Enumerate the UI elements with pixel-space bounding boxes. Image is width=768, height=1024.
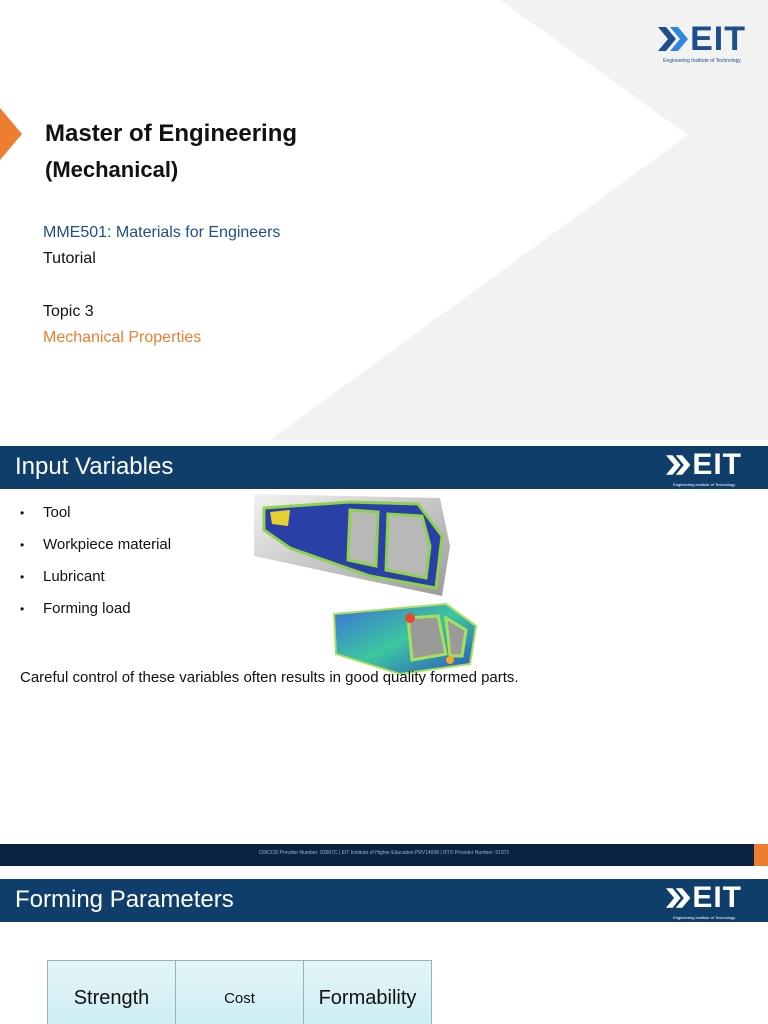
slide-header-band: [0, 879, 768, 922]
bullet-text: Lubricant: [43, 568, 105, 585]
program-subtitle: (Mechanical): [45, 157, 179, 182]
bullet-text: Workpiece material: [43, 536, 172, 553]
logo-wordmark: EIT: [692, 881, 742, 914]
topic-title: Mechanical Properties: [43, 329, 202, 346]
course-name: MME501: Materials for Engineers: [43, 224, 281, 241]
slide-header-band: [0, 446, 768, 489]
program-title: Master of Engineering: [45, 120, 298, 147]
body-paragraph: Careful control of these variables often results in good quality formed parts.: [20, 669, 519, 686]
slide-title: Input Variables: [15, 453, 174, 480]
session-type: Tutorial: [43, 250, 96, 267]
title-slide: [0, 0, 768, 440]
bullet-item: • Lubricant: [20, 568, 171, 600]
bullet-text: Tool: [43, 504, 71, 521]
bullet-text: Forming load: [43, 600, 131, 617]
input-variables-slide: [0, 446, 768, 866]
logo-tagline: Engineering Institute of Technology: [673, 915, 736, 920]
bullet-list: [20, 504, 171, 632]
footer-text: CRICOS Provider Number: 03567C | EIT Institute of Higher Education PRV14008 | RTO Provider Number: 51971: [258, 850, 510, 856]
eit-logo: [666, 450, 742, 487]
logo-tagline: Engineering Institute of Technology: [663, 58, 741, 64]
formed-parts-image: [250, 486, 490, 676]
white-diagonal-shape: [0, 0, 688, 440]
topic-number: Topic 3: [43, 303, 94, 320]
parameter-cell-strength: Strength: [48, 961, 176, 1024]
eit-logo: [666, 883, 742, 920]
chevron-logo-icon: [666, 455, 692, 475]
logo-tagline: Engineering Institute of Technology: [673, 482, 736, 487]
chevron-logo-icon: [666, 888, 692, 908]
eit-logo: [658, 22, 746, 64]
chevron-logo-icon: [658, 27, 690, 51]
bullet-item: • Workpiece material: [20, 536, 171, 568]
logo-wordmark: EIT: [692, 448, 742, 481]
forming-parameters-slide: [0, 879, 768, 1024]
parameter-cell-formability: Formability: [304, 961, 431, 1024]
background-shapes: [0, 0, 768, 440]
footer-accent: [754, 844, 768, 866]
slide-title: Forming Parameters: [15, 886, 234, 913]
slide-footer: [0, 844, 768, 866]
bullet-item: • Forming load: [20, 600, 171, 632]
parameters-table: [47, 960, 432, 1024]
logo-wordmark: EIT: [690, 20, 746, 58]
bullet-item: • Tool: [20, 504, 171, 536]
parameter-cell-cost: Cost: [176, 961, 304, 1024]
